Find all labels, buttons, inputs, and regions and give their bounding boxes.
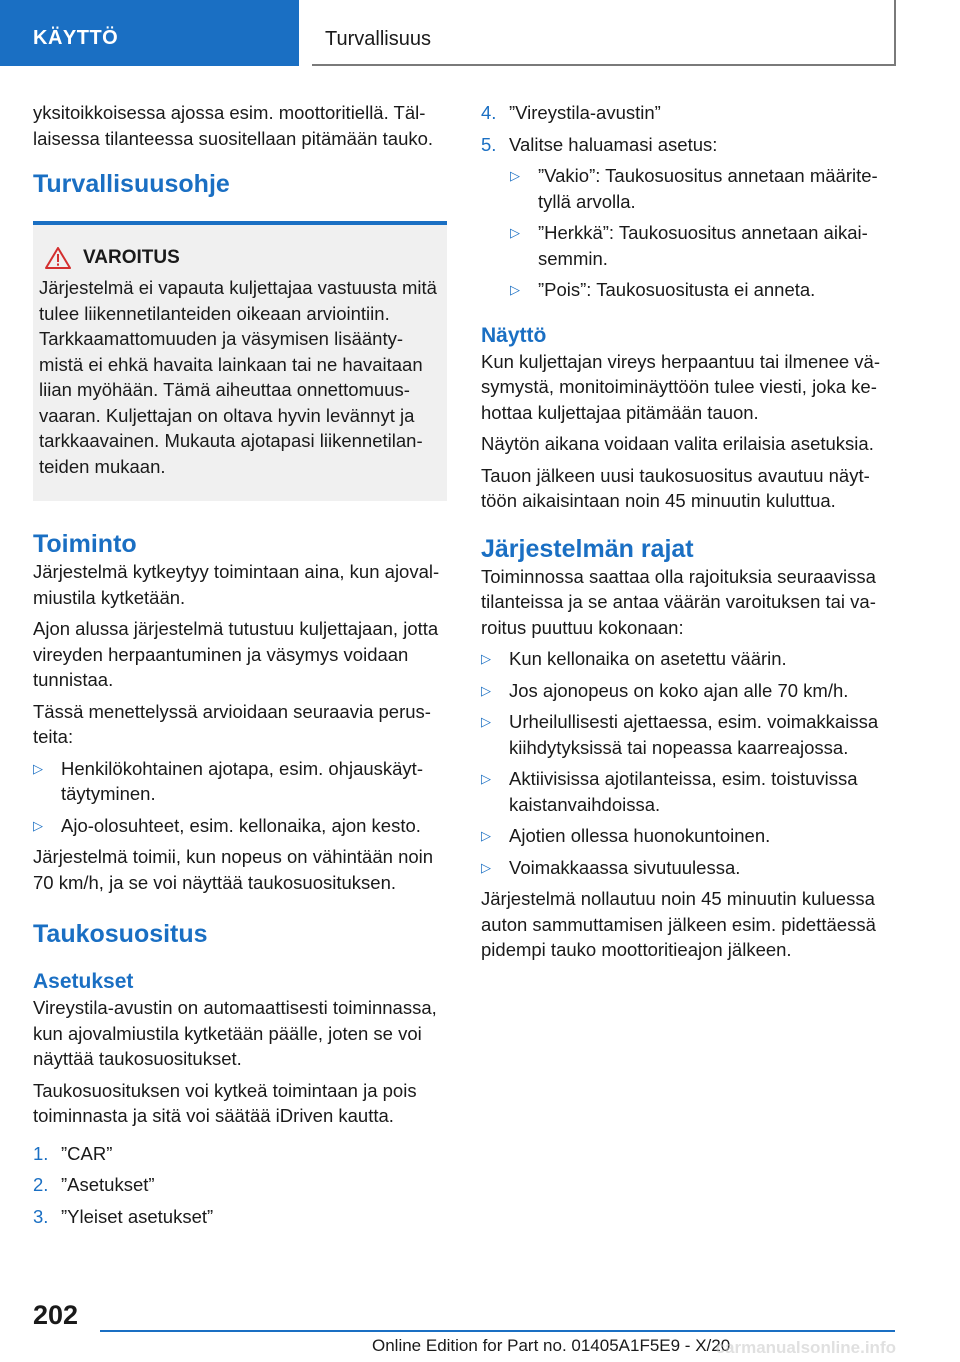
warning-text: Järjestelmä ei vapauta kuljettajaa vastuusta mitä tulee liikennetilanteiden oikeaan arviointiin. Tarkkaamattomuuden ja väsymisen lisääntymistä ei ehkä havaita lainkaan tai ne havaitaan liian myöhään. Tämä aiheuttaa onnettomuusvaaran. Kuljettajan on oltava hyvin levännyt ja tarkkaavainen. Mukauta ajotapasi liikennetilanteiden mukaan. bbox=[39, 277, 437, 477]
heading-break: Taukosuositus bbox=[33, 920, 208, 948]
list-item: ▷ Aktiivisissa ajotilanteissa, esim. toistuvissa kaistanvaihdoissa. bbox=[481, 768, 858, 815]
list-item: ▷ ”Vakio”: Taukosuositus annetaan määritetyllä arvolla. bbox=[510, 165, 878, 212]
bullet-triangle-icon: ▷ bbox=[510, 282, 520, 297]
section-tab bbox=[0, 0, 299, 66]
bullet-triangle-icon: ▷ bbox=[510, 168, 520, 183]
steps-list bbox=[33, 1141, 447, 1230]
bullet-triangle-icon: ▷ bbox=[481, 682, 491, 698]
display-paragraph-1: Kun kuljettajan vireys herpaantuu tai ilmenee väsymystä, monitoiminäyttöön tulee viesti, joka kehottaa kuljettajaa pitämään tauon. bbox=[481, 350, 881, 423]
footer-edition: Online Edition for Part no. 01405A1F5E9 - X/20 bbox=[372, 1336, 731, 1355]
list-item: 1. ”CAR” bbox=[33, 1142, 113, 1164]
bullet-triangle-icon: ▷ bbox=[481, 651, 491, 666]
list-item: 5. Valitse haluamasi asetus: bbox=[481, 133, 718, 155]
bullet-triangle-icon: ▷ bbox=[33, 817, 43, 833]
warning-triangle-icon bbox=[45, 247, 71, 269]
footer-divider bbox=[100, 1330, 895, 1332]
function-paragraph-1: Järjestelmä kytkeytyy toimintaan aina, kun ajovalmiustila kytketään. bbox=[33, 561, 440, 608]
limits-paragraph-1: Toiminnossa saattaa olla rajoituksia seuraavissa tilanteissa ja se antaa väärän varoituksen tai varoitus puuttuu kokonaan: bbox=[481, 565, 876, 638]
criteria-list bbox=[33, 756, 447, 839]
limits-paragraph-2: Järjestelmä nollautuu noin 45 minuutin kuluessa auton sammuttamisen jälkeen esim. pidettäessä pidempi tauko moottoritieajon jälkeen. bbox=[481, 888, 876, 960]
right-column bbox=[481, 100, 895, 969]
list-item: ▷ Jos ajonopeus on koko ajan alle 70 km/h. bbox=[481, 678, 895, 704]
heading-limits: Järjestelmän rajat bbox=[481, 534, 694, 563]
list-item: 2. ”Asetukset” bbox=[33, 1174, 155, 1195]
chapter-header bbox=[312, 0, 896, 66]
list-item: ▷ ”Herkkä”: Taukosuositus annetaan aikaisemmin. bbox=[510, 222, 868, 269]
list-item: ▷ Henkilökohtainen ajotapa, esim. ohjauskäyttäytyminen. bbox=[33, 757, 423, 804]
bullet-triangle-icon: ▷ bbox=[481, 714, 491, 729]
bullet-triangle-icon: ▷ bbox=[481, 771, 491, 786]
left-column bbox=[33, 100, 447, 1235]
bullet-triangle-icon: ▷ bbox=[33, 760, 43, 776]
heading-safety: Turvallisuusohje bbox=[33, 170, 230, 198]
steps-list-continued bbox=[481, 100, 895, 157]
page-number: 202 bbox=[33, 1300, 79, 1330]
watermark: carmanualsonline.info bbox=[715, 1338, 896, 1357]
list-item: ▷ ”Pois”: Taukosuositusta ei anneta. bbox=[481, 277, 895, 303]
function-paragraph-3: Tässä menettelyssä arvioidaan seuraavia perusteita: bbox=[33, 700, 431, 747]
heading-function: Toiminto bbox=[33, 530, 137, 558]
list-item: ▷ Urheilullisesti ajettaessa, esim. voimakkaissa kiihdytyksissä tai nopeassa kaarreajossa. bbox=[481, 711, 879, 758]
warning-box bbox=[33, 221, 447, 501]
chapter-title: Turvallisuus bbox=[325, 28, 431, 50]
settings-paragraph-2: Taukosuosituksen voi kytkeä toimintaan ja pois toiminnasta ja sitä voi säätää iDriven kautta. bbox=[33, 1079, 417, 1126]
section-label: KÄYTTÖ bbox=[33, 27, 119, 49]
heading-display: Näyttö bbox=[481, 323, 547, 347]
list-item: 4. ”Vireystila-avustin” bbox=[481, 102, 661, 123]
heading-settings: Asetukset bbox=[33, 970, 134, 993]
bullet-triangle-icon: ▷ bbox=[510, 225, 520, 240]
list-item: ▷ Ajotien ollessa huonokuntoinen. bbox=[481, 823, 895, 849]
bullet-triangle-icon: ▷ bbox=[481, 859, 491, 875]
display-paragraph-2: Näytön aikana voidaan valita erilaisia asetuksia. bbox=[481, 433, 874, 454]
list-item: ▷ Voimakkaassa sivutuulessa. bbox=[481, 855, 895, 881]
function-paragraph-2: Ajon alussa järjestelmä tutustuu kuljettajaan, jotta vireyden herpaantuminen ja väsymys voidaan tunnistaa. bbox=[33, 618, 439, 690]
intro-paragraph: yksitoikkoisessa ajossa esim. moottoritiellä. Tällaisessa tilanteessa suositellaan pitämään tauko. bbox=[33, 102, 434, 149]
list-item: ▷ Kun kellonaika on asetettu väärin. bbox=[481, 646, 895, 672]
list-item: ▷ Ajo-olosuhteet, esim. kellonaika, ajon kesto. bbox=[33, 813, 447, 839]
options-list bbox=[481, 163, 895, 303]
list-item: 3. ”Yleiset asetukset” bbox=[33, 1205, 214, 1227]
bullet-triangle-icon: ▷ bbox=[481, 828, 491, 843]
settings-paragraph-1: Vireystila-avustin on automaattisesti toiminnassa, kun ajovalmiustila kytketään päälle, joten se voi näyttää taukosuositukset. bbox=[33, 997, 437, 1069]
warning-header bbox=[39, 247, 437, 269]
display-paragraph-3: Tauon jälkeen uusi taukosuositus avautuu näyttöön aikaisintaan noin 45 minuutin kuluttua. bbox=[481, 464, 870, 511]
function-paragraph-4: Järjestelmä toimii, kun nopeus on vähintään noin 70 km/h, ja se voi näyttää taukosuosituksen. bbox=[33, 846, 434, 893]
warning-title: VAROITUS bbox=[83, 247, 180, 268]
limits-list bbox=[481, 646, 895, 880]
